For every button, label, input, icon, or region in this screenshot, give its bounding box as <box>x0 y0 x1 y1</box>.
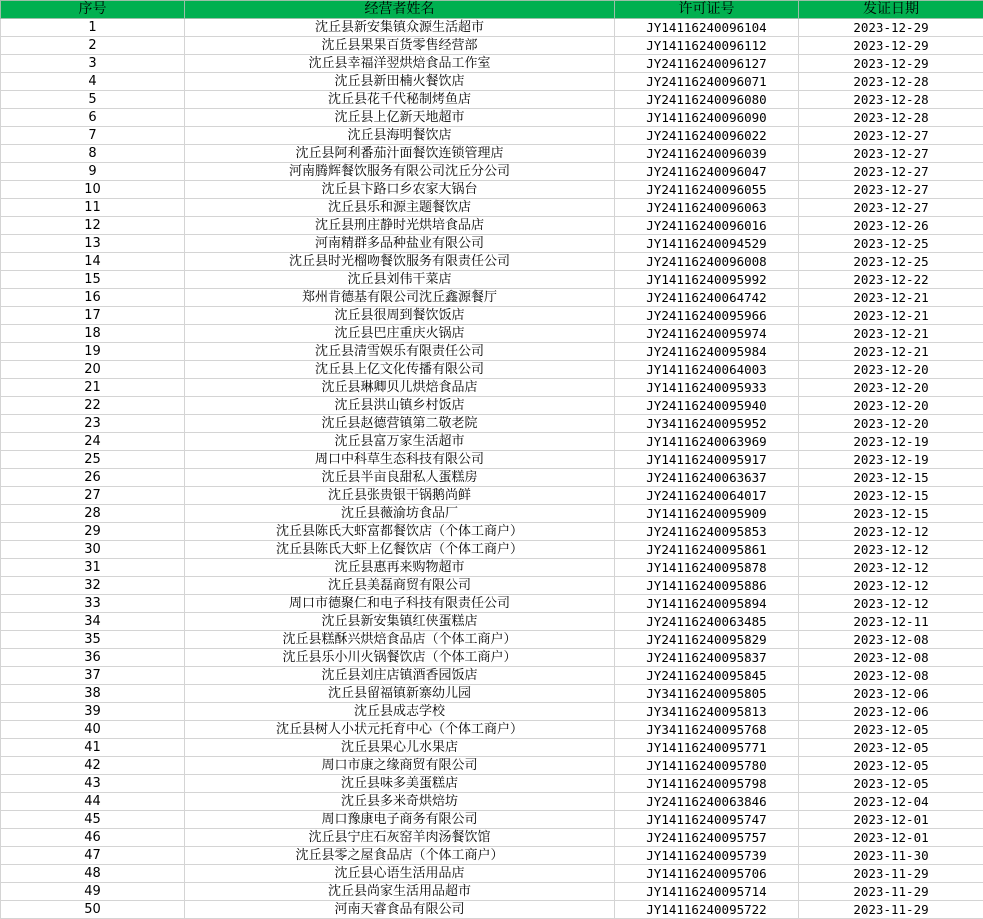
license-number-cell[interactable]: JY14116240095798 <box>615 775 799 793</box>
index-cell[interactable]: 37 <box>1 667 185 685</box>
license-number-cell[interactable]: JY24116240096071 <box>615 73 799 91</box>
operator-name-cell[interactable]: 沈丘县美磊商贸有限公司 <box>185 577 615 595</box>
index-cell[interactable]: 32 <box>1 577 185 595</box>
index-cell[interactable]: 6 <box>1 109 185 127</box>
operator-name-cell[interactable]: 沈丘县果心儿水果店 <box>185 739 615 757</box>
index-cell[interactable]: 17 <box>1 307 185 325</box>
license-number-cell[interactable]: JY14116240095722 <box>615 901 799 919</box>
license-number-cell[interactable]: JY24116240095853 <box>615 523 799 541</box>
operator-name-cell[interactable]: 沈丘县刑庄静时光烘培食品店 <box>185 217 615 235</box>
license-number-cell[interactable]: JY24116240064017 <box>615 487 799 505</box>
index-cell[interactable]: 41 <box>1 739 185 757</box>
operator-name-cell[interactable]: 沈丘县张贵银干锅鹅尚鲜 <box>185 487 615 505</box>
index-cell[interactable]: 47 <box>1 847 185 865</box>
index-cell[interactable]: 23 <box>1 415 185 433</box>
issue-date-cell[interactable]: 2023-12-27 <box>799 127 983 145</box>
table-row <box>1 577 983 595</box>
operator-name-cell[interactable]: 沈丘县陈氏大虾上亿餐饮店（个体工商户） <box>185 541 615 559</box>
index-cell[interactable]: 48 <box>1 865 185 883</box>
index-cell[interactable]: 42 <box>1 757 185 775</box>
issue-date-cell[interactable]: 2023-12-20 <box>799 415 983 433</box>
operator-name-cell[interactable]: 沈丘县糕酥兴烘焙食品店（个体工商户） <box>185 631 615 649</box>
index-cell[interactable]: 36 <box>1 649 185 667</box>
table-row <box>1 91 983 109</box>
issue-date-cell[interactable]: 2023-12-05 <box>799 721 983 739</box>
issue-date-cell[interactable]: 2023-11-29 <box>799 883 983 901</box>
index-cell[interactable]: 49 <box>1 883 185 901</box>
issue-date-cell[interactable]: 2023-12-28 <box>799 91 983 109</box>
issue-date-cell[interactable]: 2023-11-30 <box>799 847 983 865</box>
issue-date-cell[interactable]: 2023-11-29 <box>799 865 983 883</box>
table-row <box>1 811 983 829</box>
table-row <box>1 757 983 775</box>
operator-name-cell[interactable]: 沈丘县赵德营镇第二敬老院 <box>185 415 615 433</box>
table-row <box>1 289 983 307</box>
license-number-cell[interactable]: JY24116240096016 <box>615 217 799 235</box>
license-number-cell[interactable]: JY14116240095780 <box>615 757 799 775</box>
index-cell[interactable]: 2 <box>1 37 185 55</box>
issue-date-cell[interactable]: 2023-12-25 <box>799 253 983 271</box>
issue-date-cell[interactable]: 2023-12-26 <box>799 217 983 235</box>
operator-name-cell[interactable]: 沈丘县树人小状元托育中心（个体工商户） <box>185 721 615 739</box>
issue-date-cell[interactable]: 2023-12-29 <box>799 37 983 55</box>
license-number-cell[interactable]: JY14116240095706 <box>615 865 799 883</box>
index-cell[interactable]: 22 <box>1 397 185 415</box>
license-number-cell[interactable]: JY14116240095739 <box>615 847 799 865</box>
issue-date-cell[interactable]: 2023-12-15 <box>799 487 983 505</box>
table-row <box>1 469 983 487</box>
table-row <box>1 847 983 865</box>
operator-name-cell[interactable]: 沈丘县宁庄石灰窑羊肉汤餐饮馆 <box>185 829 615 847</box>
table-row <box>1 415 983 433</box>
header-row <box>1 1 983 19</box>
issue-date-cell[interactable]: 2023-12-20 <box>799 379 983 397</box>
issue-date-cell[interactable]: 2023-12-12 <box>799 541 983 559</box>
issue-date-cell[interactable]: 2023-12-19 <box>799 433 983 451</box>
issue-date-cell[interactable]: 2023-12-22 <box>799 271 983 289</box>
license-number-cell[interactable]: JY24116240095861 <box>615 541 799 559</box>
index-cell[interactable]: 3 <box>1 55 185 73</box>
index-cell[interactable]: 26 <box>1 469 185 487</box>
table-row <box>1 631 983 649</box>
license-number-cell[interactable]: JY24116240063485 <box>615 613 799 631</box>
operator-name-cell[interactable]: 沈丘县海明餐饮店 <box>185 127 615 145</box>
operator-name-cell[interactable]: 周口中科草生态科技有限公司 <box>185 451 615 469</box>
table-row <box>1 721 983 739</box>
table-row <box>1 181 983 199</box>
license-number-cell[interactable]: JY14116240096112 <box>615 37 799 55</box>
table-row <box>1 73 983 91</box>
issue-date-cell[interactable]: 2023-12-11 <box>799 613 983 631</box>
issue-date-cell[interactable]: 2023-12-28 <box>799 73 983 91</box>
index-cell[interactable]: 18 <box>1 325 185 343</box>
index-cell[interactable]: 46 <box>1 829 185 847</box>
table-row <box>1 271 983 289</box>
issue-date-cell[interactable]: 2023-12-04 <box>799 793 983 811</box>
table-row <box>1 739 983 757</box>
index-cell[interactable]: 30 <box>1 541 185 559</box>
license-number-cell[interactable]: JY24116240095974 <box>615 325 799 343</box>
index-cell[interactable]: 8 <box>1 145 185 163</box>
operator-name-cell[interactable]: 沈丘县花千代秘制烤鱼店 <box>185 91 615 109</box>
index-cell[interactable]: 28 <box>1 505 185 523</box>
license-number-cell[interactable]: JY14116240095894 <box>615 595 799 613</box>
index-cell[interactable]: 20 <box>1 361 185 379</box>
issue-date-cell[interactable]: 2023-12-27 <box>799 145 983 163</box>
license-number-cell[interactable]: JY24116240096008 <box>615 253 799 271</box>
table-row <box>1 343 983 361</box>
operator-name-cell[interactable]: 沈丘县刘庄店镇酒香园饭店 <box>185 667 615 685</box>
operator-name-cell[interactable]: 周口市康之缘商贸有限公司 <box>185 757 615 775</box>
index-cell[interactable]: 29 <box>1 523 185 541</box>
operator-name-cell[interactable]: 沈丘县时光榴吻餐饮服务有限责任公司 <box>185 253 615 271</box>
index-cell[interactable]: 14 <box>1 253 185 271</box>
index-cell[interactable]: 16 <box>1 289 185 307</box>
table-row <box>1 433 983 451</box>
table-row <box>1 649 983 667</box>
license-number-cell[interactable]: JY14116240095933 <box>615 379 799 397</box>
table-row <box>1 451 983 469</box>
index-cell[interactable]: 13 <box>1 235 185 253</box>
table-row <box>1 199 983 217</box>
license-number-cell[interactable]: JY24116240096047 <box>615 163 799 181</box>
license-number-cell[interactable]: JY14116240095878 <box>615 559 799 577</box>
issue-date-cell[interactable]: 2023-12-12 <box>799 523 983 541</box>
operator-name-cell[interactable]: 沈丘县上亿新天地超市 <box>185 109 615 127</box>
index-cell[interactable]: 5 <box>1 91 185 109</box>
operator-name-cell[interactable]: 沈丘县巴庄重庆火锅店 <box>185 325 615 343</box>
index-cell[interactable]: 21 <box>1 379 185 397</box>
issue-date-cell[interactable]: 2023-12-27 <box>799 163 983 181</box>
issue-date-cell[interactable]: 2023-12-05 <box>799 739 983 757</box>
license-number-cell[interactable]: JY24116240096055 <box>615 181 799 199</box>
license-number-cell[interactable]: JY34116240095813 <box>615 703 799 721</box>
issue-date-cell[interactable]: 2023-12-21 <box>799 343 983 361</box>
table-row <box>1 253 983 271</box>
table-row <box>1 829 983 847</box>
index-cell[interactable]: 39 <box>1 703 185 721</box>
table-row <box>1 37 983 55</box>
table-row <box>1 55 983 73</box>
license-number-cell[interactable]: JY24116240096063 <box>615 199 799 217</box>
operator-name-cell[interactable]: 沈丘县薇渝坊食品厂 <box>185 505 615 523</box>
issue-date-cell[interactable]: 2023-12-20 <box>799 361 983 379</box>
index-cell[interactable]: 38 <box>1 685 185 703</box>
index-cell[interactable]: 4 <box>1 73 185 91</box>
table-row <box>1 109 983 127</box>
index-cell[interactable]: 43 <box>1 775 185 793</box>
operator-name-cell[interactable]: 沈丘县尚家生活用品超市 <box>185 883 615 901</box>
operator-name-cell[interactable]: 沈丘县乐小川火锅餐饮店（个体工商户） <box>185 649 615 667</box>
index-cell[interactable]: 40 <box>1 721 185 739</box>
license-number-cell[interactable]: JY14116240095909 <box>615 505 799 523</box>
license-number-cell[interactable]: JY14116240094529 <box>615 235 799 253</box>
issue-date-cell[interactable]: 2023-12-12 <box>799 595 983 613</box>
license-number-cell[interactable]: JY34116240095768 <box>615 721 799 739</box>
license-number-cell[interactable]: JY24116240095984 <box>615 343 799 361</box>
table-row <box>1 595 983 613</box>
table-row <box>1 145 983 163</box>
license-number-cell[interactable]: JY24116240096127 <box>615 55 799 73</box>
operator-name-cell[interactable]: 沈丘县惠再来购物超市 <box>185 559 615 577</box>
operator-name-cell[interactable]: 沈丘县半亩良甜私人蛋糕房 <box>185 469 615 487</box>
table-row <box>1 235 983 253</box>
table-row <box>1 793 983 811</box>
operator-name-cell[interactable]: 沈丘县上亿文化传播有限公司 <box>185 361 615 379</box>
issue-date-cell[interactable]: 2023-12-20 <box>799 397 983 415</box>
issue-date-cell[interactable]: 2023-12-12 <box>799 577 983 595</box>
license-number-cell[interactable]: JY24116240095837 <box>615 649 799 667</box>
license-number-cell[interactable]: JY14116240095714 <box>615 883 799 901</box>
operator-name-cell[interactable]: 沈丘县刘伟干菜店 <box>185 271 615 289</box>
license-number-cell[interactable]: JY14116240096090 <box>615 109 799 127</box>
issue-date-cell[interactable]: 2023-12-29 <box>799 55 983 73</box>
license-number-cell[interactable]: JY14116240064003 <box>615 361 799 379</box>
issue-date-cell[interactable]: 2023-12-15 <box>799 469 983 487</box>
table-row <box>1 775 983 793</box>
table-row <box>1 685 983 703</box>
issue-date-cell[interactable]: 2023-12-27 <box>799 199 983 217</box>
operator-name-cell[interactable]: 沈丘县很周到餐饮饭店 <box>185 307 615 325</box>
operator-name-cell[interactable]: 河南天睿食品有限公司 <box>185 901 615 919</box>
issue-date-cell[interactable]: 2023-12-06 <box>799 703 983 721</box>
table-row <box>1 883 983 901</box>
index-cell[interactable]: 31 <box>1 559 185 577</box>
operator-name-cell[interactable]: 沈丘县清雪娱乐有限责任公司 <box>185 343 615 361</box>
operator-name-cell[interactable]: 沈丘县零之屋食品店（个体工商户） <box>185 847 615 865</box>
license-number-cell[interactable]: JY34116240095952 <box>615 415 799 433</box>
index-cell[interactable]: 50 <box>1 901 185 919</box>
table-row <box>1 523 983 541</box>
index-cell[interactable]: 24 <box>1 433 185 451</box>
operator-name-cell[interactable]: 沈丘县新安集镇红侠蛋糕店 <box>185 613 615 631</box>
index-cell[interactable]: 7 <box>1 127 185 145</box>
issue-date-cell[interactable]: 2023-12-21 <box>799 325 983 343</box>
header-operator-name[interactable]: 经营者姓名 <box>185 1 615 19</box>
license-number-cell[interactable]: JY14116240095747 <box>615 811 799 829</box>
index-cell[interactable]: 1 <box>1 19 185 37</box>
operator-name-cell[interactable]: 沈丘县果果百货零售经营部 <box>185 37 615 55</box>
table-row <box>1 163 983 181</box>
operator-name-cell[interactable]: 周口市德聚仁和电子科技有限责任公司 <box>185 595 615 613</box>
license-number-cell[interactable]: JY14116240095771 <box>615 739 799 757</box>
issue-date-cell[interactable]: 2023-12-25 <box>799 235 983 253</box>
issue-date-cell[interactable]: 2023-11-29 <box>799 901 983 919</box>
issue-date-cell[interactable]: 2023-12-12 <box>799 559 983 577</box>
license-number-cell[interactable]: JY24116240096039 <box>615 145 799 163</box>
index-cell[interactable]: 25 <box>1 451 185 469</box>
operator-name-cell[interactable]: 河南腾辉餐饮服务有限公司沈丘分公司 <box>185 163 615 181</box>
index-cell[interactable]: 33 <box>1 595 185 613</box>
index-cell[interactable]: 27 <box>1 487 185 505</box>
operator-name-cell[interactable]: 沈丘县味多美蛋糕店 <box>185 775 615 793</box>
table-row <box>1 667 983 685</box>
table-row <box>1 361 983 379</box>
issue-date-cell[interactable]: 2023-12-19 <box>799 451 983 469</box>
issue-date-cell[interactable]: 2023-12-21 <box>799 307 983 325</box>
index-cell[interactable]: 34 <box>1 613 185 631</box>
license-number-cell[interactable]: JY24116240064742 <box>615 289 799 307</box>
issue-date-cell[interactable]: 2023-12-01 <box>799 811 983 829</box>
license-number-cell[interactable]: JY24116240096080 <box>615 91 799 109</box>
license-number-cell[interactable]: JY24116240063637 <box>615 469 799 487</box>
license-number-cell[interactable]: JY34116240095805 <box>615 685 799 703</box>
index-cell[interactable]: 35 <box>1 631 185 649</box>
table-row <box>1 19 983 37</box>
table-row <box>1 865 983 883</box>
license-number-cell[interactable]: JY14116240063969 <box>615 433 799 451</box>
header-issue-date[interactable]: 发证日期 <box>799 1 983 19</box>
table-row <box>1 307 983 325</box>
issue-date-cell[interactable]: 2023-12-01 <box>799 829 983 847</box>
license-number-cell[interactable]: JY24116240063846 <box>615 793 799 811</box>
operator-name-cell[interactable]: 沈丘县卞路口乡农家大锅台 <box>185 181 615 199</box>
operator-name-cell[interactable]: 沈丘县新田楠火餐饮店 <box>185 73 615 91</box>
index-cell[interactable]: 19 <box>1 343 185 361</box>
issue-date-cell[interactable]: 2023-12-06 <box>799 685 983 703</box>
table-row <box>1 613 983 631</box>
issue-date-cell[interactable]: 2023-12-08 <box>799 649 983 667</box>
table-row <box>1 325 983 343</box>
license-number-cell[interactable]: JY14116240095886 <box>615 577 799 595</box>
operator-name-cell[interactable]: 沈丘县琳卿贝儿烘焙食品店 <box>185 379 615 397</box>
table-row <box>1 703 983 721</box>
operator-name-cell[interactable]: 沈丘县阿利番茄汁面餐饮连锁管理店 <box>185 145 615 163</box>
license-number-cell[interactable]: JY14116240096104 <box>615 19 799 37</box>
table-row <box>1 379 983 397</box>
table-row <box>1 127 983 145</box>
header-index[interactable]: 序号 <box>1 1 185 19</box>
license-number-cell[interactable]: JY24116240095829 <box>615 631 799 649</box>
license-number-cell[interactable]: JY24116240095757 <box>615 829 799 847</box>
operator-name-cell[interactable]: 沈丘县成志学校 <box>185 703 615 721</box>
operator-name-cell[interactable]: 沈丘县富万家生活超市 <box>185 433 615 451</box>
issue-date-cell[interactable]: 2023-12-05 <box>799 775 983 793</box>
issue-date-cell[interactable]: 2023-12-21 <box>799 289 983 307</box>
operator-name-cell[interactable]: 沈丘县乐和源主题餐饮店 <box>185 199 615 217</box>
license-number-cell[interactable]: JY24116240095940 <box>615 397 799 415</box>
index-cell[interactable]: 15 <box>1 271 185 289</box>
operator-name-cell[interactable]: 沈丘县心语生活用品店 <box>185 865 615 883</box>
operator-name-cell[interactable]: 沈丘县留福镇新寨幼儿园 <box>185 685 615 703</box>
issue-date-cell[interactable]: 2023-12-15 <box>799 505 983 523</box>
index-cell[interactable]: 9 <box>1 163 185 181</box>
table-row <box>1 559 983 577</box>
table-row <box>1 541 983 559</box>
operator-name-cell[interactable]: 沈丘县洪山镇乡村饭店 <box>185 397 615 415</box>
license-number-cell[interactable]: JY24116240095966 <box>615 307 799 325</box>
table-row <box>1 217 983 235</box>
issue-date-cell[interactable]: 2023-12-08 <box>799 667 983 685</box>
index-cell[interactable]: 45 <box>1 811 185 829</box>
index-cell[interactable]: 10 <box>1 181 185 199</box>
table-row <box>1 505 983 523</box>
issue-date-cell[interactable]: 2023-12-28 <box>799 109 983 127</box>
license-number-cell[interactable]: JY14116240095917 <box>615 451 799 469</box>
operator-name-cell[interactable]: 郑州肯德基有限公司沈丘鑫源餐厅 <box>185 289 615 307</box>
table-row <box>1 487 983 505</box>
issue-date-cell[interactable]: 2023-12-27 <box>799 181 983 199</box>
header-license-number[interactable]: 许可证号 <box>615 1 799 19</box>
index-cell[interactable]: 11 <box>1 199 185 217</box>
table-row <box>1 901 983 919</box>
operator-name-cell[interactable]: 沈丘县陈氏大虾富都餐饮店（个体工商户） <box>185 523 615 541</box>
index-cell[interactable]: 44 <box>1 793 185 811</box>
operator-name-cell[interactable]: 沈丘县新安集镇众源生活超市 <box>185 19 615 37</box>
operator-name-cell[interactable]: 周口豫康电子商务有限公司 <box>185 811 615 829</box>
operator-name-cell[interactable]: 沈丘县幸福洋翌烘焙食品工作室 <box>185 55 615 73</box>
operator-name-cell[interactable]: 沈丘县多米奇烘焙坊 <box>185 793 615 811</box>
issue-date-cell[interactable]: 2023-12-29 <box>799 19 983 37</box>
issue-date-cell[interactable]: 2023-12-05 <box>799 757 983 775</box>
index-cell[interactable]: 12 <box>1 217 185 235</box>
license-number-cell[interactable]: JY24116240096022 <box>615 127 799 145</box>
issue-date-cell[interactable]: 2023-12-08 <box>799 631 983 649</box>
operator-name-cell[interactable]: 河南精群多品种盐业有限公司 <box>185 235 615 253</box>
license-number-cell[interactable]: JY24116240095845 <box>615 667 799 685</box>
license-number-cell[interactable]: JY14116240095992 <box>615 271 799 289</box>
table-row <box>1 397 983 415</box>
